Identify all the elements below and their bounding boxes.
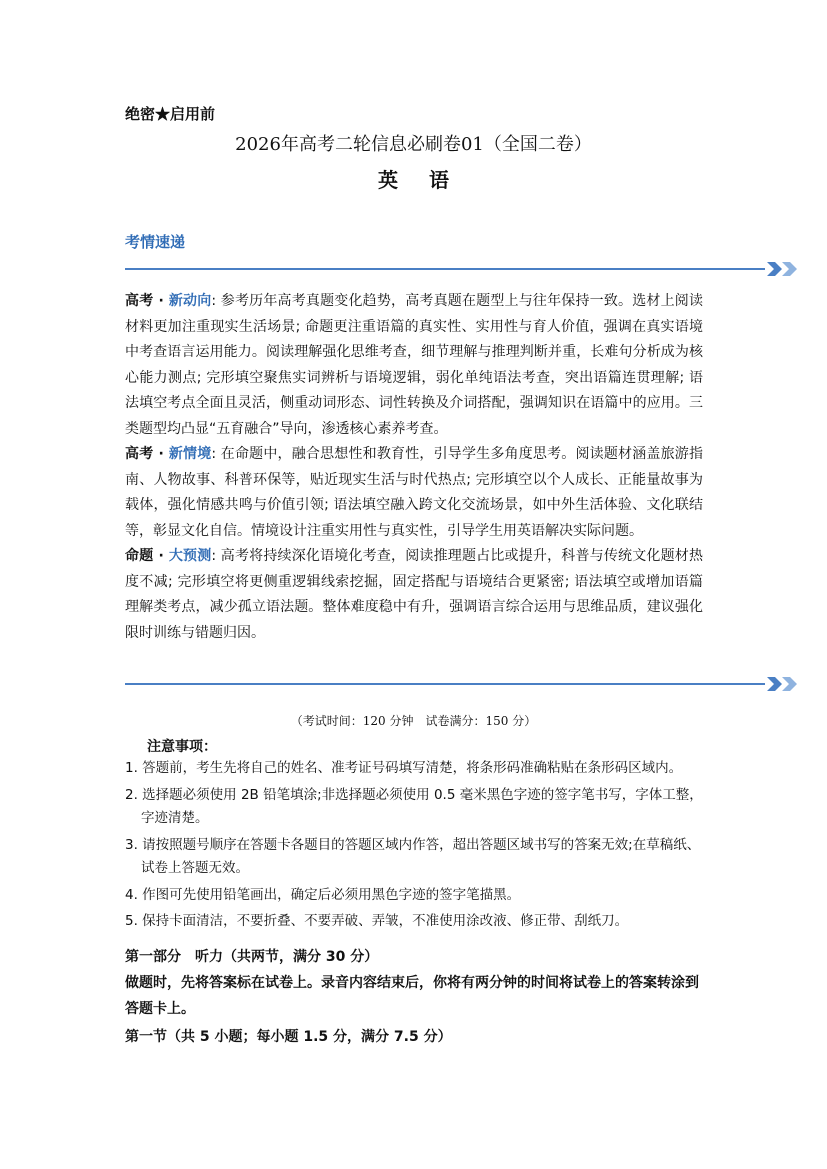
note-item: 4. 作图可先使用铅笔画出，确定后必须用黑色字迹的签字笔描黑。 <box>125 886 521 903</box>
notes-title: 注意事项： <box>147 739 217 755</box>
label-key: 新动向 <box>168 293 212 309</box>
intro-block <box>125 289 703 646</box>
divider-line <box>125 268 765 270</box>
label-prefix: 高考 · <box>125 446 169 462</box>
paragraph-text: : 高考将持续深化语境化考查，阅读推理题占比或提升，科普与传统文化题材热度不减; 完形填空将更侧重逻辑线索挖掘，固定搭配与语境结合更紧密; 语法填空或增加语篇理解类考点，减少孤立语法题。整体难度稳中有升，强调语言综合运用与思维品质，建议强化限时训练与错题归因。 <box>125 548 703 641</box>
part1-heading: 第一部分 听力（共两节，满分 30 分） <box>125 949 379 965</box>
paragraph-text: : 在命题中，融合思想性和教育性，引导学生多角度思考。阅读题材涵盖旅游指南、人物故事、科普环保等，贴近现实生活与时代热点; 完形填空以个人成长、正能量故事为载体，强化情感共鸣与价值引领; 语法填空融入跨文化交流场景，如中外生活体验、文化联结等，彰显文化自信。情境设计注重实用性与真实性，引导学生用英语解决实际问题。 <box>125 446 703 539</box>
exam-time-score: （考试时间：120 分钟 试卷满分：150 分） <box>290 714 537 728</box>
intro-paragraph-prediction <box>125 544 703 646</box>
section-divider-top <box>125 261 801 277</box>
part1-instruction: 做题时，先将答案标在试卷上。录音内容结束后，你将有两分钟的时间将试卷上的答案转涂到答题卡上。 <box>125 975 699 1017</box>
divider-line <box>125 683 765 685</box>
double-chevron-icon <box>765 261 801 277</box>
part1-section1-heading: 第一节（共 5 小题；每小题 1.5 分，满分 7.5 分） <box>125 1029 452 1045</box>
subject-title <box>0 164 827 193</box>
note-item: 1. 答题前，考生先将自己的姓名、准考证号码填写清楚，将条形码准确粘贴在条形码区域内。 <box>125 760 683 776</box>
label-key: 大预测 <box>168 548 212 564</box>
paragraph-text: : 参考历年高考真题变化趋势，高考真题在题型上与往年保持一致。选材上阅读材料更加注重现实生活场景; 命题更注重语篇的真实性、实用性与育人价值，强调在真实语境中考查语言运用能力。阅读理解强化思维考查，细节理解与推理判断并重，长难句分析成为核心能力测点; 完形填空聚焦实词辨析与语境逻辑，弱化单纯语法考查，突出语篇连贯理解; 语法填空考点全面且灵活，侧重动词形态、词性转换及介词搭配，强调知识在语篇中的应用。三类题型均凸显“五育融合”导向，渗透核心素养考查。 <box>125 293 703 437</box>
label-prefix: 高考 · <box>125 293 169 309</box>
section-heading: 考情速递 <box>125 233 186 251</box>
intro-paragraph-new-context <box>125 442 703 544</box>
confidential-mark: 绝密★启用前 <box>125 105 216 123</box>
double-chevron-icon <box>765 676 801 692</box>
note-item: 2. 选择题必须使用 2B 铅笔填涂;非选择题必须使用 0.5 毫米黑色字迹的签字笔书写，字体工整，字迹清楚。 <box>125 786 703 826</box>
subject-text: 英 语 <box>378 168 461 192</box>
intro-paragraph-new-trend <box>125 289 703 442</box>
section-divider-bottom <box>125 676 801 692</box>
label-key: 新情境 <box>168 446 212 462</box>
note-item: 5. 保持卡面清洁，不要折叠、不要弄破、弄皱，不准使用涂改液、修正带、刮纸刀。 <box>125 913 629 929</box>
notes-list <box>125 757 710 937</box>
exam-title: 2026年高考二轮信息必刷卷01（全国二卷） <box>235 134 592 155</box>
note-item: 3. 请按照题号顺序在答题卡各题目的答题区域内作答，超出答题区域书写的答案无效;在草稿纸、试卷上答题无效。 <box>125 836 701 876</box>
label-prefix: 命题 · <box>125 548 169 564</box>
